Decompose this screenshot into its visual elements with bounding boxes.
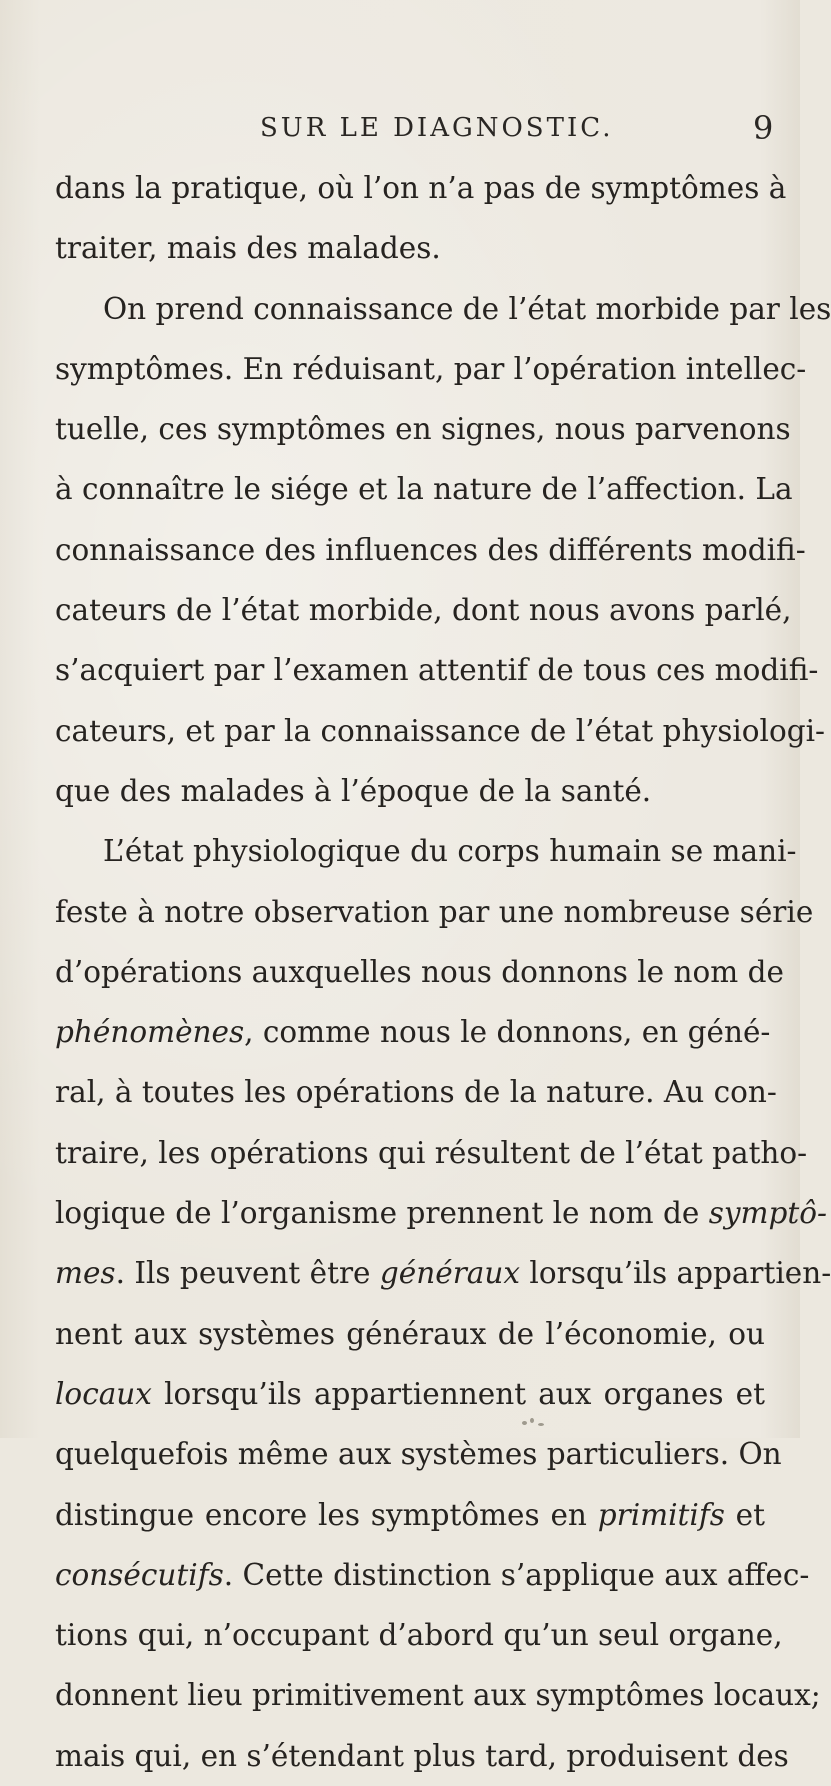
- text-line: quelquefois même aux systèmes particuliers. On: [55, 1437, 782, 1472]
- text-line: dans la pratique, où l’on n’a pas de symptômes à: [55, 171, 787, 205]
- text-line: tuelle, ces symptômes en signes, nous parvenons: [55, 412, 791, 447]
- text-line: On prend connaissance de l’état morbide par les: [103, 291, 831, 326]
- text-line: traiter, mais des malades.: [55, 231, 441, 266]
- text-line: cateurs, et par la connaissance de l’état physiologi-: [55, 713, 826, 748]
- paper-speck: [520, 1415, 550, 1429]
- italic-term: phénomènes: [55, 1015, 245, 1050]
- text-line: s’acquiert par l’examen attentif de tous ces modifi-: [55, 653, 819, 688]
- text-line: [55, 1183, 827, 1243]
- text-line: feste à notre observation par une nombreuse série: [55, 894, 814, 929]
- text-line: nent aux systèmes généraux de l’économie, ou: [55, 1316, 765, 1351]
- line-text: . Ils peuvent être: [115, 1256, 380, 1291]
- text-line: [55, 1485, 765, 1545]
- text-line: [55, 1243, 831, 1303]
- line-text: et: [724, 1497, 765, 1532]
- text-line: connaissance des influences des différents modifi-: [55, 532, 806, 567]
- text-line: traire, les opérations qui résultent de l’état patho-: [55, 1135, 808, 1170]
- line-text: , comme nous le donnons, en géné-: [244, 1015, 771, 1050]
- text-line: L’état physiologique du corps humain se mani-: [103, 834, 797, 869]
- line-text: logique de l’organisme prennent le nom de: [55, 1196, 709, 1231]
- italic-term: primitifs: [597, 1497, 725, 1532]
- text-line: [55, 1364, 765, 1424]
- italic-term: locaux: [55, 1376, 152, 1411]
- italic-term: mes: [55, 1256, 116, 1291]
- text-line: [55, 1545, 810, 1605]
- page-number: 9: [753, 109, 774, 147]
- text-line: que des malades à l’époque de la santé.: [55, 773, 652, 808]
- line-text: lorsqu’ils appartien-: [520, 1256, 831, 1291]
- text-line: cateurs de l’état morbide, dont nous avons parlé,: [55, 593, 792, 628]
- italic-term: consécutifs: [55, 1557, 224, 1592]
- body-text: [55, 158, 831, 1786]
- running-head: [0, 109, 800, 153]
- text-line: [55, 1002, 771, 1062]
- text-line: d’opérations auxquelles nous donnons le nom de: [55, 954, 784, 989]
- text-line: donnent lieu primitivement aux symptômes locaux;: [55, 1678, 821, 1713]
- text-line: tions qui, n’occupant d’abord qu’un seul organe,: [55, 1618, 783, 1653]
- text-line: mais qui, en s’étendant plus tard, produisent des: [55, 1738, 789, 1773]
- line-text: distingue encore les symptômes en: [55, 1497, 598, 1532]
- italic-term: symptô-: [708, 1196, 827, 1231]
- italic-term: généraux: [379, 1256, 521, 1291]
- text-line: ral, à toutes les opérations de la nature. Au con-: [55, 1075, 777, 1110]
- line-text: . Cette distinction s’applique aux affec-: [223, 1557, 810, 1592]
- running-head-title: SUR LE DIAGNOSTIC.: [260, 113, 614, 143]
- text-line: à connaître le siége et la nature de l’affection. La: [55, 472, 793, 507]
- text-line: symptômes. En réduisant, par l’opération intellec-: [55, 351, 807, 386]
- line-text: lorsqu’ils appartiennent aux organes et: [151, 1376, 765, 1411]
